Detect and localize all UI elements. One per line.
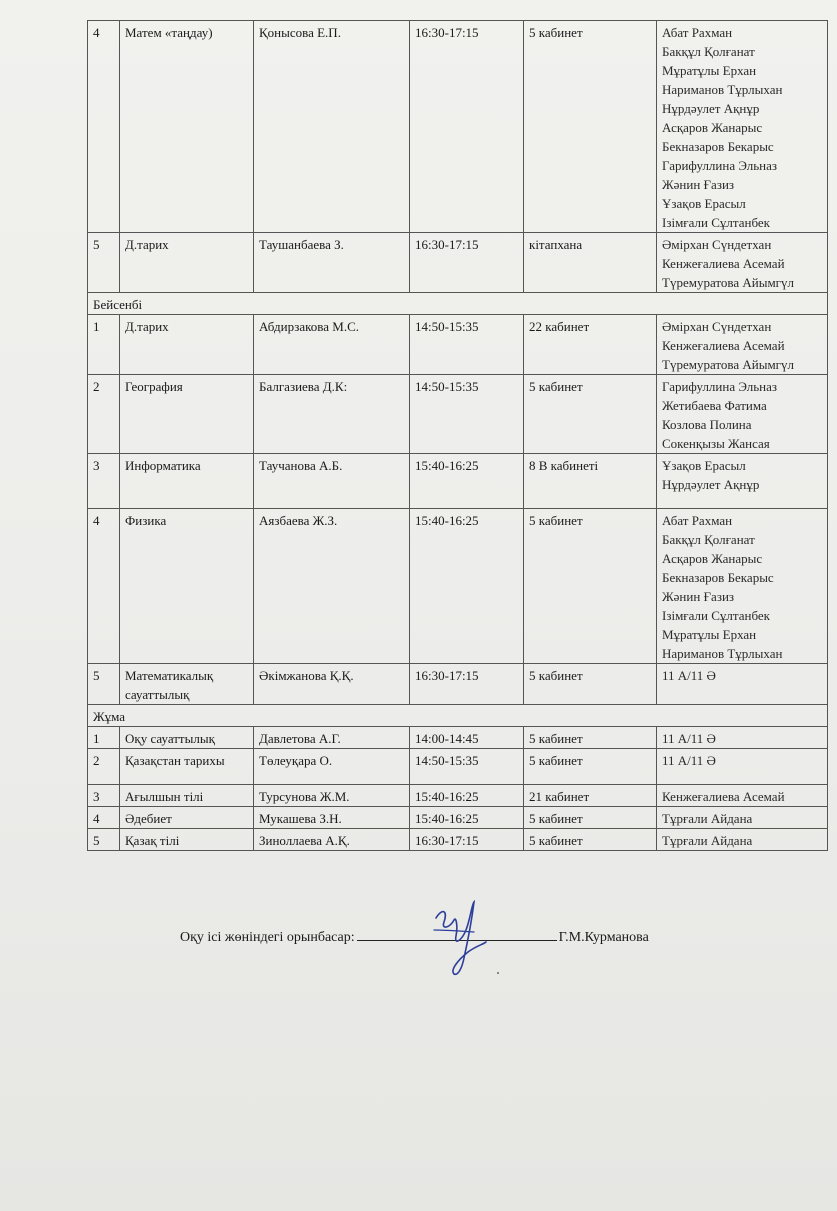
row-number: 3	[88, 785, 120, 807]
student-name: Әмірхан Сүндетхан	[662, 237, 772, 252]
row-number: 4	[88, 21, 120, 233]
student-name: Нұрдәулет Ақнұр	[662, 101, 760, 116]
subject-cell: Д.тарих	[120, 315, 254, 375]
teacher-cell: Таушанбаева З.	[254, 233, 410, 293]
student-name: Жәнин Ғазиз	[662, 177, 735, 192]
subject-cell: Ағылшын тілі	[120, 785, 254, 807]
students-cell	[657, 807, 828, 829]
student-name: Жетибаева Фатима	[662, 398, 767, 413]
student-name: Бекназаров Бекарыс	[662, 139, 774, 154]
teacher-cell: Мукашева З.Н.	[254, 807, 410, 829]
time-cell: 14:50-15:35	[410, 375, 524, 454]
student-name: Ұзақов Ерасыл	[662, 196, 746, 211]
room-cell: 22 кабинет	[524, 315, 657, 375]
students-cell	[657, 664, 828, 705]
student-name: Түремуратова Айымгүл	[662, 357, 794, 372]
students-cell	[657, 454, 828, 509]
student-name: Тұрғали Айдана	[662, 833, 753, 848]
day-heading: Бейсенбі	[88, 293, 828, 315]
time-cell: 15:40-16:25	[410, 509, 524, 664]
student-name: Бекназаров Бекарыс	[662, 570, 774, 585]
day-row	[88, 705, 828, 727]
room-cell: 5 кабинет	[524, 807, 657, 829]
room-cell: кітапхана	[524, 233, 657, 293]
table-row	[88, 375, 828, 454]
teacher-cell: Қонысова Е.П.	[254, 21, 410, 233]
row-number: 5	[88, 829, 120, 851]
student-name: Ізімғали Сұлтанбек	[662, 608, 770, 623]
signature-name: Г.М.Курманова	[558, 930, 649, 945]
schedule-table	[87, 20, 828, 851]
row-number: 4	[88, 509, 120, 664]
table-row	[88, 233, 828, 293]
student-name: Ізімғали Сұлтанбек	[662, 215, 770, 230]
teacher-cell: Балгазиева Д.К:	[254, 375, 410, 454]
room-cell: 5 кабинет	[524, 509, 657, 664]
room-cell: 5 кабинет	[524, 749, 657, 785]
students-cell	[657, 749, 828, 785]
table-row	[88, 454, 828, 509]
row-number: 3	[88, 454, 120, 509]
room-cell: 5 кабинет	[524, 664, 657, 705]
row-number: 1	[88, 727, 120, 749]
row-number: 5	[88, 233, 120, 293]
students-cell	[657, 785, 828, 807]
subject-cell: Информатика	[120, 454, 254, 509]
teacher-cell: Турсунова Ж.М.	[254, 785, 410, 807]
room-cell: 5 кабинет	[524, 727, 657, 749]
student-name: Ұзақов Ерасыл	[662, 458, 746, 473]
time-cell: 14:00-14:45	[410, 727, 524, 749]
time-cell: 16:30-17:15	[410, 829, 524, 851]
table-row	[88, 829, 828, 851]
subject-cell: Қазақ тілі	[120, 829, 254, 851]
subject-cell: Қазақстан тарихы	[120, 749, 254, 785]
time-cell: 15:40-16:25	[410, 454, 524, 509]
student-name: Кенжеғалиева Асемай	[662, 338, 785, 353]
table-row	[88, 785, 828, 807]
teacher-cell: Таучанова А.Б.	[254, 454, 410, 509]
subject-cell: Әдебиет	[120, 807, 254, 829]
day-row	[88, 293, 828, 315]
subject-cell: Д.тарих	[120, 233, 254, 293]
teacher-cell: Зиноллаева А.Қ.	[254, 829, 410, 851]
student-name: Тұрғали Айдана	[662, 811, 753, 826]
subject-cell: Матем «таңдау)	[120, 21, 254, 233]
row-number: 2	[88, 375, 120, 454]
student-name: Жәнин Ғазиз	[662, 589, 735, 604]
room-cell: 5 кабинет	[524, 829, 657, 851]
signature-label: Оқу ісі жөніндегі орынбасар:	[180, 930, 355, 945]
student-name: Нұрдәулет Ақнұр	[662, 477, 760, 492]
table-row	[88, 749, 828, 785]
students-cell	[657, 727, 828, 749]
student-name: Кенжеғалиева Асемай	[662, 789, 785, 804]
table-row	[88, 664, 828, 705]
row-number: 2	[88, 749, 120, 785]
teacher-cell: Абдирзакова М.С.	[254, 315, 410, 375]
room-cell: 5 кабинет	[524, 21, 657, 233]
teacher-cell: Давлетова А.Г.	[254, 727, 410, 749]
student-name: Сокенқызы Жансая	[662, 436, 770, 451]
student-name: 11 А/11 Ә	[662, 668, 716, 683]
time-cell: 16:30-17:15	[410, 21, 524, 233]
student-name: Гарифуллина Эльназ	[662, 379, 778, 394]
teacher-cell: Төлеуқара О.	[254, 749, 410, 785]
student-name: 11 А/11 Ә	[662, 753, 716, 768]
time-cell: 16:30-17:15	[410, 233, 524, 293]
student-name: Кенжеғалиева Асемай	[662, 256, 785, 271]
student-name: Мұратұлы Ерхан	[662, 63, 757, 78]
students-cell	[657, 233, 828, 293]
table-row	[88, 727, 828, 749]
signature-block	[180, 928, 649, 946]
schedule-body	[88, 21, 828, 851]
subject-cell: Математикалық сауаттылық	[120, 664, 254, 705]
table-row	[88, 509, 828, 664]
student-name: Абат Рахман	[662, 513, 733, 528]
time-cell: 15:40-16:25	[410, 807, 524, 829]
student-name: Абат Рахман	[662, 25, 733, 40]
row-number: 4	[88, 807, 120, 829]
row-number: 1	[88, 315, 120, 375]
table-row	[88, 807, 828, 829]
student-name: Түремуратова Айымгүл	[662, 275, 794, 290]
student-name: Нариманов Тұрлыхан	[662, 646, 783, 661]
room-cell: 8 В кабинеті	[524, 454, 657, 509]
table-row	[88, 315, 828, 375]
student-name: Гарифуллина Эльназ	[662, 158, 778, 173]
row-number: 5	[88, 664, 120, 705]
student-name: Бакқұл Қолғанат	[662, 532, 755, 547]
time-cell: 14:50-15:35	[410, 315, 524, 375]
students-cell	[657, 315, 828, 375]
teacher-cell: Аязбаева Ж.З.	[254, 509, 410, 664]
time-cell: 15:40-16:25	[410, 785, 524, 807]
student-name: Козлова Полина	[662, 417, 752, 432]
students-cell	[657, 829, 828, 851]
time-cell: 16:30-17:15	[410, 664, 524, 705]
student-name: Нариманов Тұрлыхан	[662, 82, 783, 97]
students-cell	[657, 21, 828, 233]
room-cell: 21 кабинет	[524, 785, 657, 807]
time-cell: 14:50-15:35	[410, 749, 524, 785]
handwritten-signature	[428, 900, 488, 978]
student-name: 11 А/11 Ә	[662, 731, 716, 746]
student-name: Әмірхан Сүндетхан	[662, 319, 772, 334]
students-cell	[657, 509, 828, 664]
subject-cell: Оқу сауаттылық	[120, 727, 254, 749]
subject-cell: География	[120, 375, 254, 454]
room-cell: 5 кабинет	[524, 375, 657, 454]
student-name: Асқаров Жанарыс	[662, 120, 763, 135]
students-cell	[657, 375, 828, 454]
student-name: Асқаров Жанарыс	[662, 551, 763, 566]
student-name: Мұратұлы Ерхан	[662, 627, 757, 642]
table-row	[88, 21, 828, 233]
speck	[497, 972, 499, 974]
subject-cell: Физика	[120, 509, 254, 664]
teacher-cell: Әкімжанова Қ.Қ.	[254, 664, 410, 705]
student-name: Бакқұл Қолғанат	[662, 44, 755, 59]
day-heading: Жұма	[88, 705, 828, 727]
